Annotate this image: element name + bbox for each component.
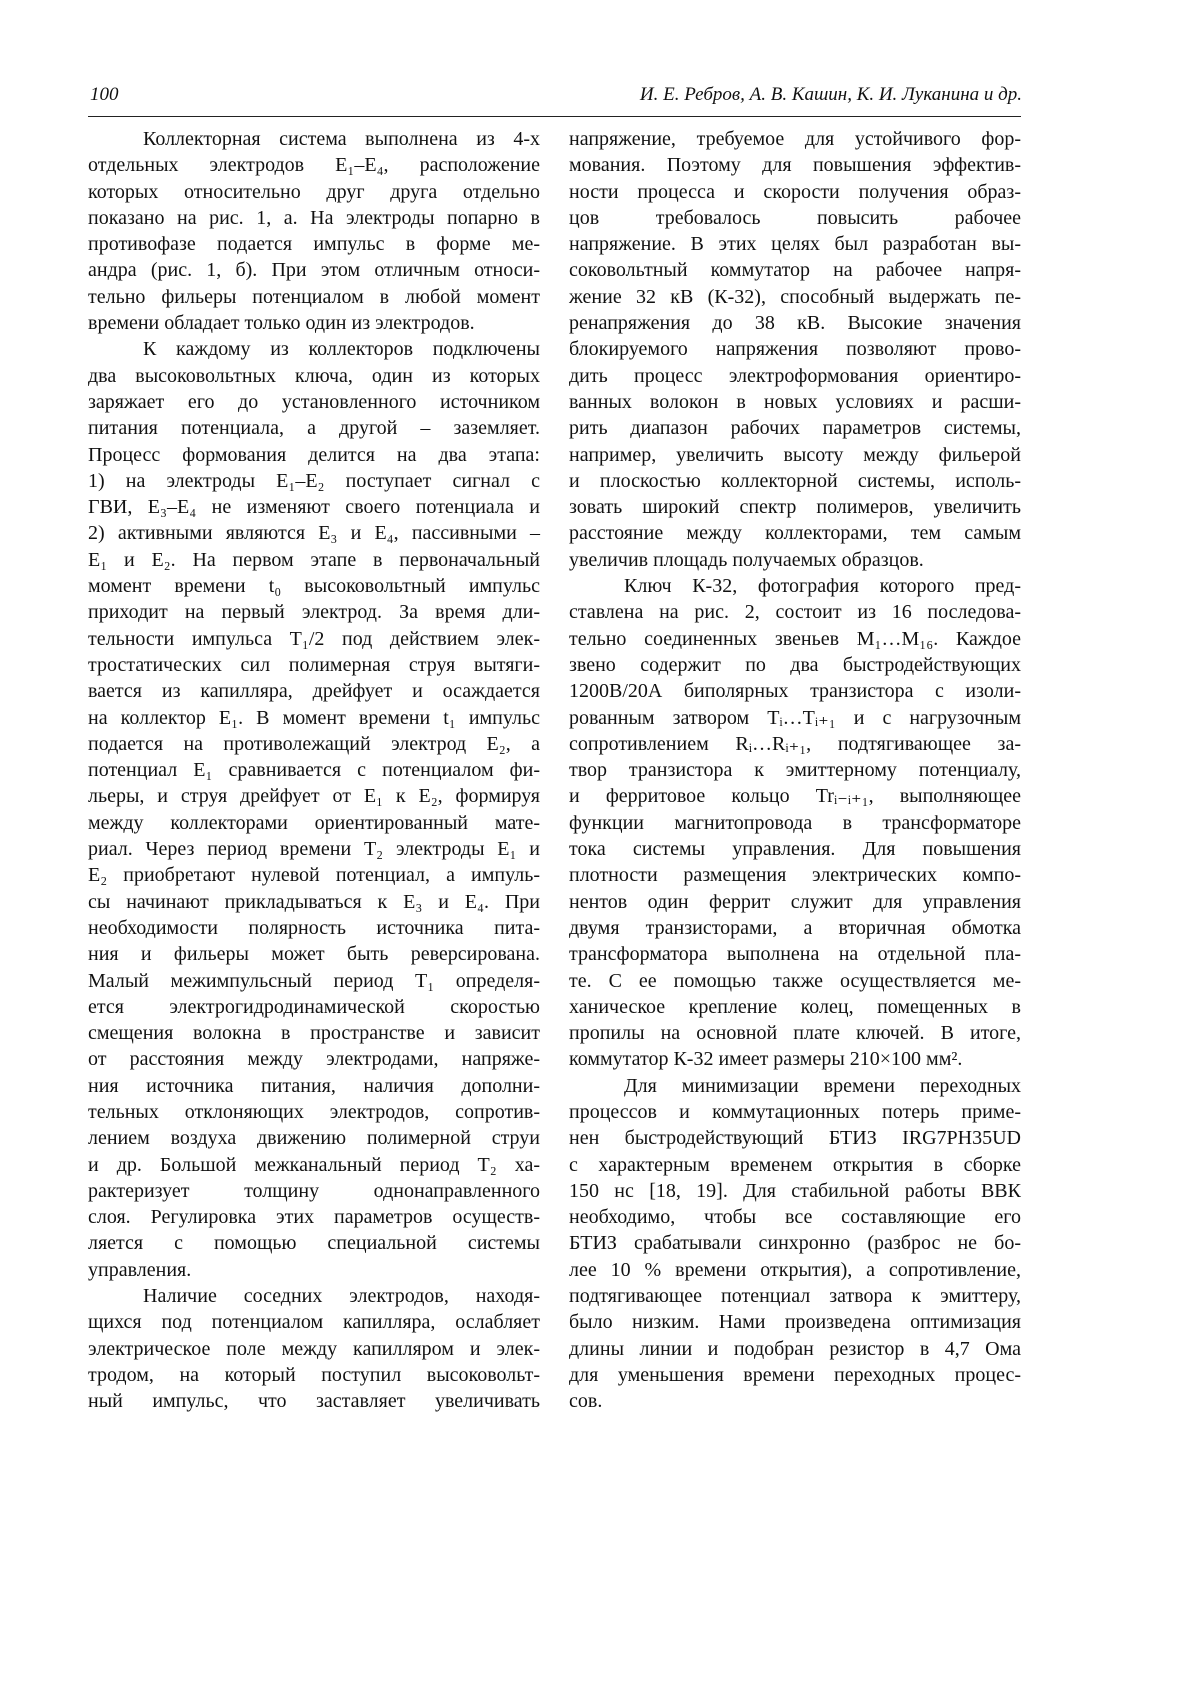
text-line: ется электрогидродинамической скоростью <box>88 994 540 1020</box>
text-line: твор транзистора к эмиттерному потенциалу, <box>569 757 1021 783</box>
text-line: двумя транзисторами, а вторичная обмотка <box>569 915 1021 941</box>
right-column <box>569 126 1021 1415</box>
text-line: процессов и коммутационных потерь приме- <box>569 1099 1021 1125</box>
text-line: ставлена на рис. 2, состоит из 16 последова- <box>569 599 1021 625</box>
text-line: было низким. Нами произведена оптимизация <box>569 1309 1021 1335</box>
paragraph <box>569 573 1021 1073</box>
paragraph <box>88 1283 540 1414</box>
text-line: ния источника питания, наличия дополни- <box>88 1073 540 1099</box>
text-line: пропилы на основной плате ключей. В итоге, <box>569 1020 1021 1046</box>
text-line: потенциал E₁ сравнивается с потенциалом фи- <box>88 757 540 783</box>
paragraph <box>88 336 540 1283</box>
paragraph <box>88 126 540 336</box>
text-line: зовать широкий спектр полимеров, увеличить <box>569 494 1021 520</box>
text-line: тельных отклоняющих электродов, сопротив- <box>88 1099 540 1125</box>
text-line: риал. Через период времени T₂ электроды E₁ и <box>88 836 540 862</box>
text-line: для уменьшения времени переходных процес- <box>569 1362 1021 1388</box>
text-line: льеры, и струя дрейфует от E₁ к E₂, формируя <box>88 783 540 809</box>
text-line: плотности размещения электрических компо- <box>569 862 1021 888</box>
text-line: нен быстродействующий БТИЗ IRG7PH35UD <box>569 1125 1021 1151</box>
text-line: коммутатор К-32 имеет размеры 210×100 мм². <box>569 1046 1021 1072</box>
text-line: лее 10 % времени открытия), а сопротивление, <box>569 1257 1021 1283</box>
text-line: жение 32 кВ (К-32), способный выдержать пе- <box>569 284 1021 310</box>
text-line: напряжение, требуемое для устойчивого фор- <box>569 126 1021 152</box>
text-line: приходит на первый электрод. За время дли- <box>88 599 540 625</box>
text-line: сов. <box>569 1388 1021 1414</box>
text-line: например, увеличить высоту между фильерой <box>569 442 1021 468</box>
text-line: тродом, на который поступил высоковольт- <box>88 1362 540 1388</box>
text-line: ханическое крепление колец, помещенных в <box>569 994 1021 1020</box>
text-line: подается на противолежащий электрод E₂, а <box>88 731 540 757</box>
text-line: питания потенциала, а другой – заземляет. <box>88 415 540 441</box>
text-line: ности процесса и скорости получения образ- <box>569 179 1021 205</box>
running-header-authors: И. Е. Ребров, А. В. Кашин, К. И. Луканина и др. <box>640 84 1022 106</box>
text-line: времени обладает только один из электродов. <box>88 310 540 336</box>
text-line: с характерным временем открытия в сборке <box>569 1152 1021 1178</box>
text-line: смещения волокна в пространстве и зависит <box>88 1020 540 1046</box>
text-line: 150 нс [18, 19]. Для стабильной работы ВВК <box>569 1178 1021 1204</box>
text-line: вается из капилляра, дрейфует и осаждается <box>88 678 540 704</box>
paragraph <box>569 126 1021 573</box>
text-line: БТИЗ срабатывали синхронно (разброс не бо- <box>569 1230 1021 1256</box>
text-line: сы начинают прикладываться к E₃ и E₄. При <box>88 889 540 915</box>
text-line: увеличив площадь получаемых образцов. <box>569 547 1021 573</box>
text-line: два высоковольтных ключа, один из которых <box>88 363 540 389</box>
text-line: напряжение. В этих целях был разработан вы- <box>569 231 1021 257</box>
text-line: слоя. Регулировка этих параметров осуществ- <box>88 1204 540 1230</box>
text-line: ванных волокон в новых условиях и расши- <box>569 389 1021 415</box>
text-line: 2) активными являются E₃ и E₄, пассивными – <box>88 520 540 546</box>
text-line: Коллекторная система выполнена из 4-х <box>88 126 540 152</box>
text-line: подтягивающее потенциал затвора к эмиттеру, <box>569 1283 1021 1309</box>
text-line: нентов один феррит служит для управления <box>569 889 1021 915</box>
text-line: необходимости полярность источника пита- <box>88 915 540 941</box>
text-line: тельности импульса T₁/2 под действием элек- <box>88 626 540 652</box>
text-line: на коллектор E₁. В момент времени t₁ импульс <box>88 705 540 731</box>
text-line: Малый межимпульсный период T₁ определя- <box>88 968 540 994</box>
text-line: блокируемого напряжения позволяют прово- <box>569 336 1021 362</box>
text-line: и др. Большой межканальный период T₂ ха- <box>88 1152 540 1178</box>
text-line: электрическое поле между капилляром и элек- <box>88 1336 540 1362</box>
text-line: заряжает его до установленного источником <box>88 389 540 415</box>
page-number: 100 <box>90 84 119 106</box>
text-line: необходимо, чтобы все составляющие его <box>569 1204 1021 1230</box>
text-line: ляется с помощью специальной системы <box>88 1230 540 1256</box>
text-line: и плоскостью коллекторной системы, исполь- <box>569 468 1021 494</box>
text-line: показано на рис. 1, а. На электроды попарно в <box>88 205 540 231</box>
text-line: отдельных электродов E₁–E₄, расположение <box>88 152 540 178</box>
text-line: звено содержит по два быстродействующих <box>569 652 1021 678</box>
paragraph <box>569 1073 1021 1415</box>
text-line: те. С ее помощью также осуществляется ме- <box>569 968 1021 994</box>
text-line: дить процесс электроформования ориентиро- <box>569 363 1021 389</box>
text-line: которых относительно друг друга отдельно <box>88 179 540 205</box>
text-line: соковольтный коммутатор на рабочее напря- <box>569 257 1021 283</box>
text-line: цов требовалось повысить рабочее <box>569 205 1021 231</box>
text-line: E₂ приобретают нулевой потенциал, а импуль- <box>88 862 540 888</box>
text-line: длины линии и подобран резистор в 4,7 Ома <box>569 1336 1021 1362</box>
text-line: ния и фильеры может быть реверсирована. <box>88 941 540 967</box>
text-line: ГВИ, E₃–E₄ не изменяют своего потенциала и <box>88 494 540 520</box>
text-line: ренапряжения до 38 кВ. Высокие значения <box>569 310 1021 336</box>
text-line: сопротивлением Rᵢ…Rᵢ₊₁, подтягивающее за- <box>569 731 1021 757</box>
text-line: трансформатора выполнена на отдельной пла- <box>569 941 1021 967</box>
text-line: управления. <box>88 1257 540 1283</box>
text-line: 1200В/20А биполярных транзистора с изоли- <box>569 678 1021 704</box>
text-line: функции магнитопровода в трансформаторе <box>569 810 1021 836</box>
text-line: противофазе подается импульс в форме ме- <box>88 231 540 257</box>
text-line: Ключ К-32, фотография которого пред- <box>569 573 1021 599</box>
text-line: тростатических сил полимерная струя вытяги- <box>88 652 540 678</box>
text-line: К каждому из коллекторов подключены <box>88 336 540 362</box>
text-line: 1) на электроды E₁–E₂ поступает сигнал с <box>88 468 540 494</box>
text-line: расстояние между коллекторами, тем самым <box>569 520 1021 546</box>
text-line: Процесс формования делится на два этапа: <box>88 442 540 468</box>
text-line: мования. Поэтому для повышения эффектив- <box>569 152 1021 178</box>
text-line: тока системы управления. Для повышения <box>569 836 1021 862</box>
text-line: тельно соединенных звеньев M₁…M₁₆. Каждое <box>569 626 1021 652</box>
text-line: Для минимизации времени переходных <box>569 1073 1021 1099</box>
text-line: момент времени t₀ высоковольтный импульс <box>88 573 540 599</box>
left-column <box>88 126 540 1415</box>
text-line: щихся под потенциалом капилляра, ослабляет <box>88 1309 540 1335</box>
text-line: E₁ и E₂. На первом этапе в первоначальный <box>88 547 540 573</box>
header-rule <box>88 116 1021 117</box>
text-line: андра (рис. 1, б). При этом отличным относи- <box>88 257 540 283</box>
text-line: тельно фильеры потенциалом в любой момент <box>88 284 540 310</box>
text-line: рактеризует толщину однонаправленного <box>88 1178 540 1204</box>
text-line: между коллекторами ориентированный мате- <box>88 810 540 836</box>
text-line: и ферритовое кольцо Trᵢ₋ᵢ₊₁, выполняющее <box>569 783 1021 809</box>
text-line: рованным затвором Tᵢ…Tᵢ₊₁ и с нагрузочным <box>569 705 1021 731</box>
text-line: Наличие соседних электродов, находя- <box>88 1283 540 1309</box>
text-line: рить диапазон рабочих параметров системы, <box>569 415 1021 441</box>
text-line: ный импульс, что заставляет увеличивать <box>88 1388 540 1414</box>
text-line: от расстояния между электродами, напряже- <box>88 1046 540 1072</box>
text-line: лением воздуха движению полимерной струи <box>88 1125 540 1151</box>
